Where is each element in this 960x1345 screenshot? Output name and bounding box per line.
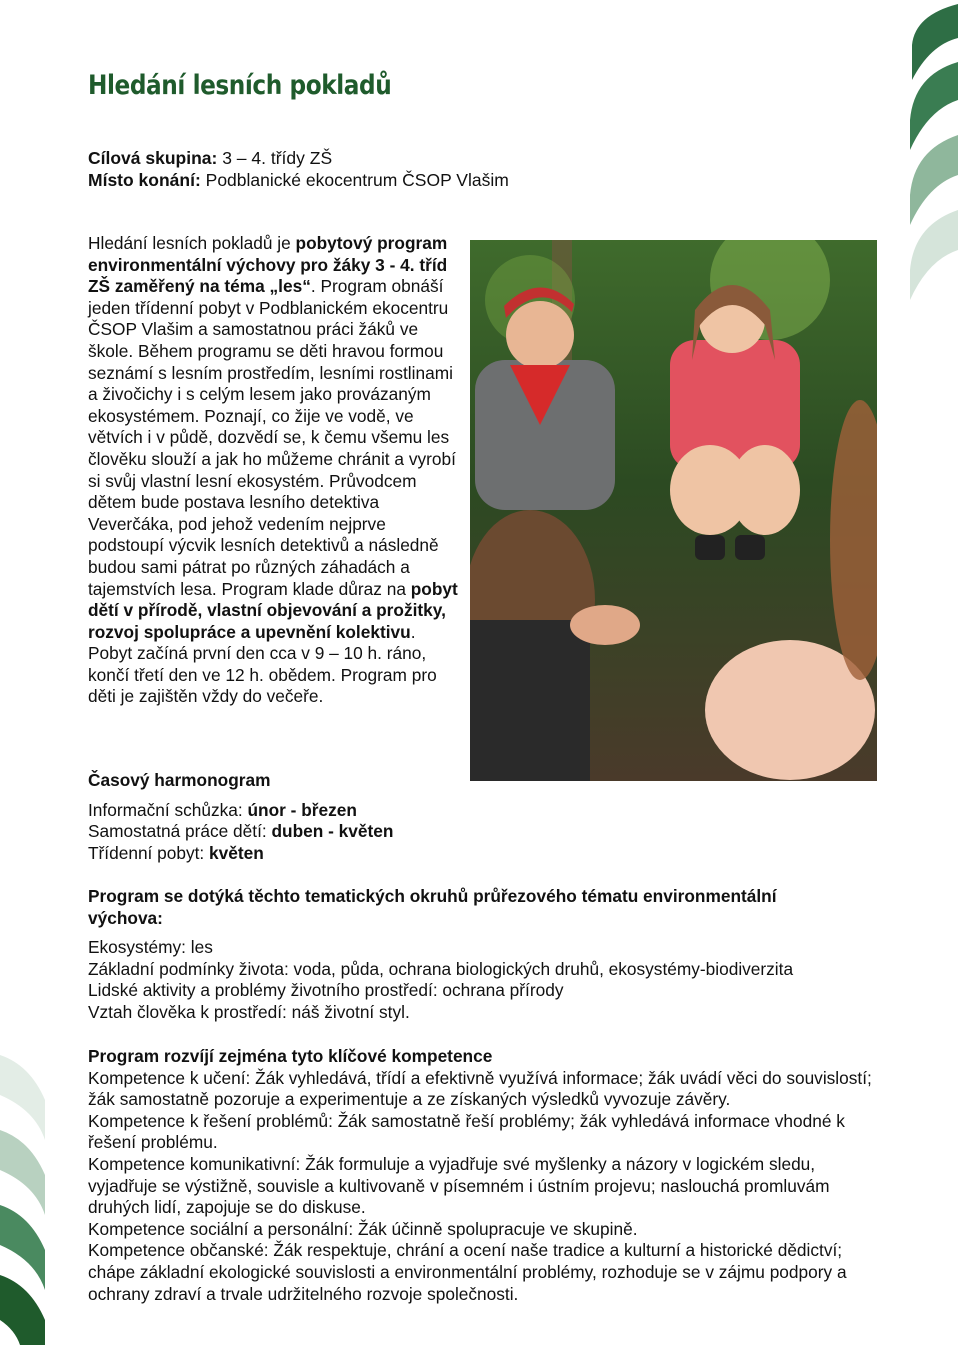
competences-section xyxy=(88,1046,888,1305)
theme-item: Vztah člověka k prostředí: náš životní styl. xyxy=(88,1001,410,1022)
schedule-section xyxy=(88,770,888,864)
competence-item: Kompetence sociální a personální: Žák účinně spolupracuje ve skupině. xyxy=(88,1218,638,1239)
schedule-row xyxy=(88,843,888,865)
leaf-decoration-bottom-left xyxy=(0,1040,50,1345)
meta-block xyxy=(88,147,509,191)
schedule-row-label: Třídenní pobyt: xyxy=(88,842,210,863)
competence-item: Kompetence k řešení problémů: Žák samostatně řeší problémy; žák vyhledává informace vhodné k řešení problému. xyxy=(88,1110,845,1153)
target-group-label: Cílová skupina: xyxy=(88,148,218,168)
children-forest-photo xyxy=(470,240,877,781)
intro-bold-1: pobytový program environmentální výchovy pro žáky 3 - 4. tříd ZŠ zaměřený na téma „les“ xyxy=(88,233,448,297)
competence-item: Kompetence občanské: Žák respektuje, chrání a ocení naše tradice a kulturní a historické dědictví; chápe základní ekologické souvislosti a environmentální problémy, rozhoduje se v zájmu podpory a ochrany zdraví a trvale udržitelného rozvoje společnosti. xyxy=(88,1240,847,1304)
intro-text-1: Hledání lesních pokladů je xyxy=(88,233,296,253)
competence-item: Kompetence k učení: Žák vyhledává, třídí a efektivně využívá informace; žák uvádí věci do souvislostí; žák samostatně pozoruje a experimentuje a ze získaných výsledků vyvozuje závěry. xyxy=(88,1067,872,1110)
themes-heading: Program se dotýká těchto tematických okruhů průřezového tématu environmentální výchova: xyxy=(88,886,777,928)
schedule-row-value: duben - květen xyxy=(271,821,394,842)
competence-item: Kompetence komunikativní: Žák formuluje a vyjadřuje své myšlenky a názory v logickém sledu, vyjadřuje se výstižně, souvisle a kultivovaně v písemném i ústním projevu; naslouchá promluvám druhých lidí, zapojuje se do diskuse. xyxy=(88,1153,830,1218)
intro-paragraph xyxy=(88,233,460,708)
target-group-value: 3 – 4. třídy ZŠ xyxy=(217,148,333,168)
theme-item: Ekosystémy: les xyxy=(88,937,213,958)
schedule-row-value: únor - březen xyxy=(247,799,357,820)
leaf-decoration-top-right xyxy=(900,0,960,330)
schedule-row xyxy=(88,821,888,843)
venue-value: Podblanické ekocentrum ČSOP Vlašim xyxy=(200,170,509,190)
intro-bold-2: pobyt dětí v přírodě, vlastní objevování a prožitky, rozvoj spolupráce a upevnění kolektivu xyxy=(88,578,458,642)
theme-item: Lidské aktivity a problémy životního prostředí: ochrana přírody xyxy=(88,980,564,1001)
page-title: Hledání lesních pokladů xyxy=(88,70,392,101)
schedule-row xyxy=(88,800,888,822)
intro-text-3: . Pobyt začíná první den cca v 9 – 10 h. ráno, končí třetí den ve 12 h. obědem. Program pro děti je zajištěn vždy do večeře. xyxy=(88,621,437,707)
schedule-row-value: květen xyxy=(209,842,264,863)
schedule-heading: Časový harmonogram xyxy=(88,770,271,790)
schedule-row-label: Samostatná práce dětí: xyxy=(88,821,272,842)
schedule-row-label: Informační schůzka: xyxy=(88,799,248,820)
theme-item: Základní podmínky života: voda, půda, ochrana biologických druhů, ekosystémy-biodiverzita xyxy=(88,958,794,979)
themes-section xyxy=(88,886,848,1024)
venue-line xyxy=(88,169,509,191)
target-group-line xyxy=(88,147,509,169)
intro-text-2: . Program obnáší jeden třídenní pobyt v Podblanickém ekocentru ČSOP Vlašim a samostatnou práci žáků ve škole. Během programu se děti hravou formou seznámí s lesním prostředím, lesními rostlinami a živočichy i s celým lesem jako provázaným ekosystémem. Poznají, co žije ve vodě, ve větvích i v půdě, dozvědí se, k čemu všemu les člověku slouží a jak ho můžeme chránit a vyrobí si svůj vlastní lesní ekosystém. Průvodcem dětem bude postava lesního detektiva Veverčáka, pod jehož vedením nejprve podstoupí výcvik lesních detektivů a následně budou sami pátrat po různých záhadách a tajemstvích lesa. Program klade důraz na xyxy=(88,276,456,599)
competences-heading: Program rozvíjí zejména tyto klíčové kompetence xyxy=(88,1046,493,1066)
venue-label: Místo konání: xyxy=(88,170,201,190)
